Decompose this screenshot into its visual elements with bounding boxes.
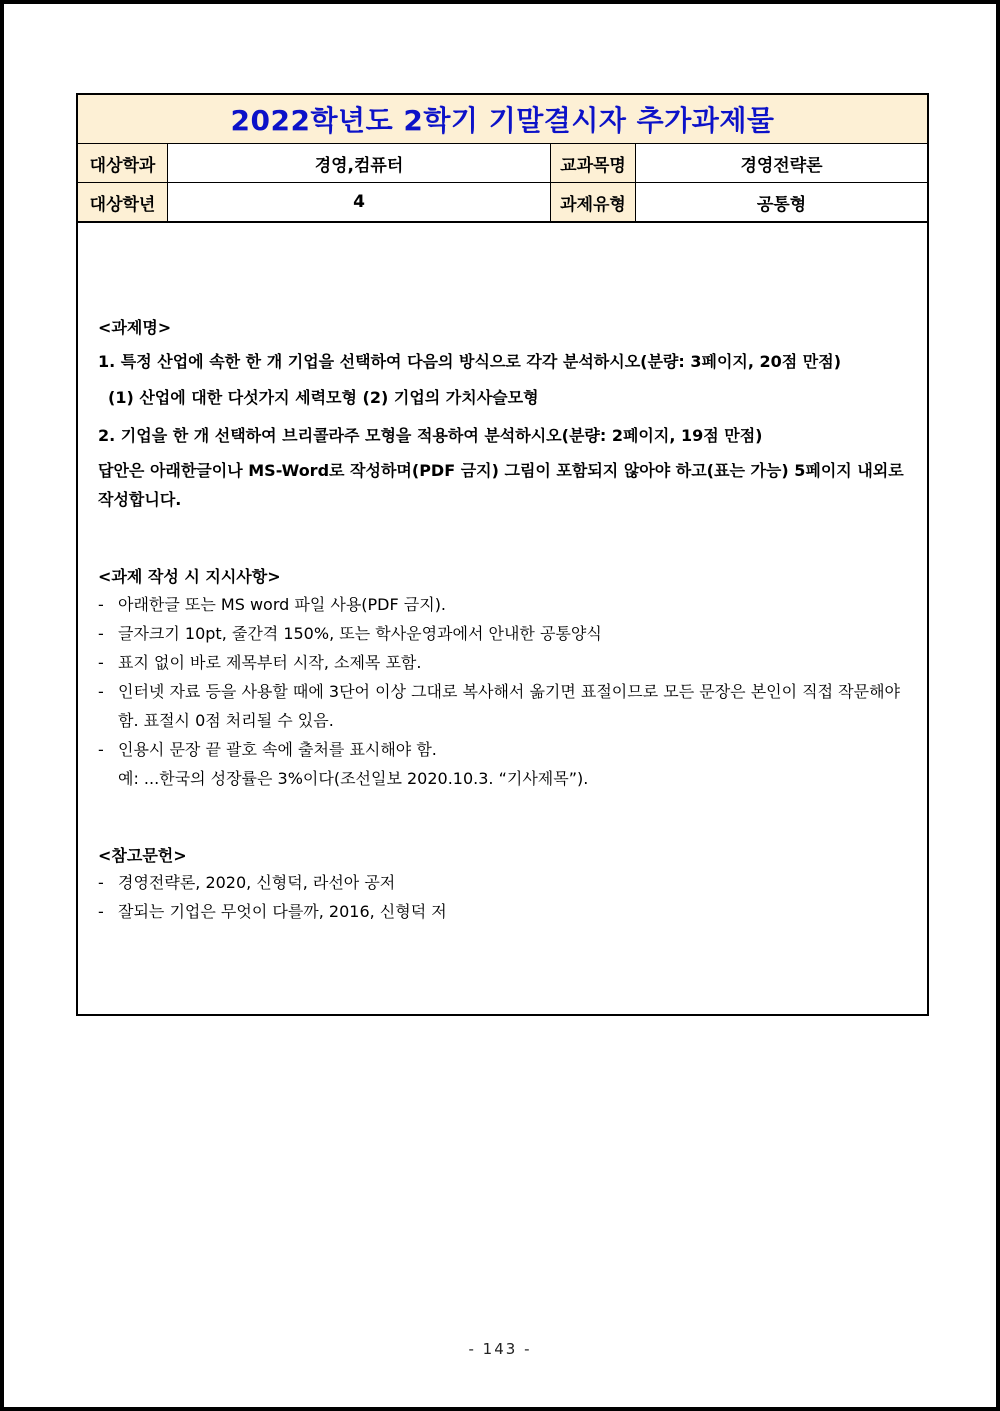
citation-example: 예: ...한국의 성장률은 3%이다(조선일보 2020.10.3. “기사제목”).: [118, 769, 589, 788]
assignment-heading: <과제명>: [98, 318, 172, 337]
list-item: - 글자크기 10pt, 줄간격 150%, 또는 학사운영과에서 안내한 공통양식: [98, 624, 602, 643]
list-item: - 인용시 문장 끝 괄호 속에 출처를 표시해야 함.: [98, 740, 437, 759]
task-item-1: 1. 특정 산업에 속한 한 개 기업을 선택하여 다음의 방식으로 각각 분석하시오(분량: 3페이지, 20점 만점): [98, 352, 842, 371]
course-name-value: 경영전략론: [740, 155, 823, 176]
instructions-heading: <과제 작성 시 지시사항>: [98, 567, 281, 586]
info-row-department: [78, 144, 927, 183]
info-row-grade: [78, 183, 927, 223]
target-grade-value: 4: [168, 183, 551, 221]
assignment-form: [76, 93, 929, 1016]
assignment-content: [78, 315, 927, 926]
assignment-type-label: 과제유형: [551, 183, 636, 221]
references-list: [98, 868, 909, 926]
list-item: - 경영전략론, 2020, 신형덕, 라선아 공저: [98, 873, 396, 892]
task-item-2: 2. 기업을 한 개 선택하여 브리콜라주 모형을 적용하여 분석하시오(분량: 2페이지, 19점 만점): [98, 426, 763, 445]
list-item: - 잘되는 기업은 무엇이 다를까, 2016, 신형덕 저: [98, 902, 447, 921]
list-item: - 인터넷 자료 등을 사용할 때에 3단어 이상 그대로 복사해서 옮기면 표절이므로 모든 문장은 본인이 직접 작문해야 함. 표절시 0점 처리될 수 있음.: [98, 682, 900, 730]
list-item: - 표지 없이 바로 제목부터 시작, 소제목 포함.: [98, 653, 422, 672]
task-item-1-sub: (1) 산업에 대한 다섯가지 세력모형 (2) 기업의 가치사슬모형: [108, 388, 539, 407]
list-item: - 아래한글 또는 MS word 파일 사용(PDF 금지).: [98, 595, 447, 614]
target-department-label: 대상학과: [78, 144, 168, 182]
target-department-value: 경영,컴퓨터: [168, 144, 551, 182]
document-title: 2022학년도 2학기 기말결시자 추가과제물: [78, 95, 927, 144]
page-number: - 143 -: [468, 1340, 532, 1358]
target-grade-label: 대상학년: [78, 183, 168, 221]
course-name-label: 교과목명: [551, 144, 636, 182]
task-format-note: 답안은 아래한글이나 MS-Word로 작성하며(PDF 금지) 그림이 포함되지 않아야 하고(표는 가능) 5페이지 내외로 작성합니다.: [98, 461, 904, 509]
assignment-type-value: 공통형: [756, 194, 807, 215]
instructions-list: [98, 590, 909, 793]
references-heading: <참고문헌>: [98, 846, 187, 865]
